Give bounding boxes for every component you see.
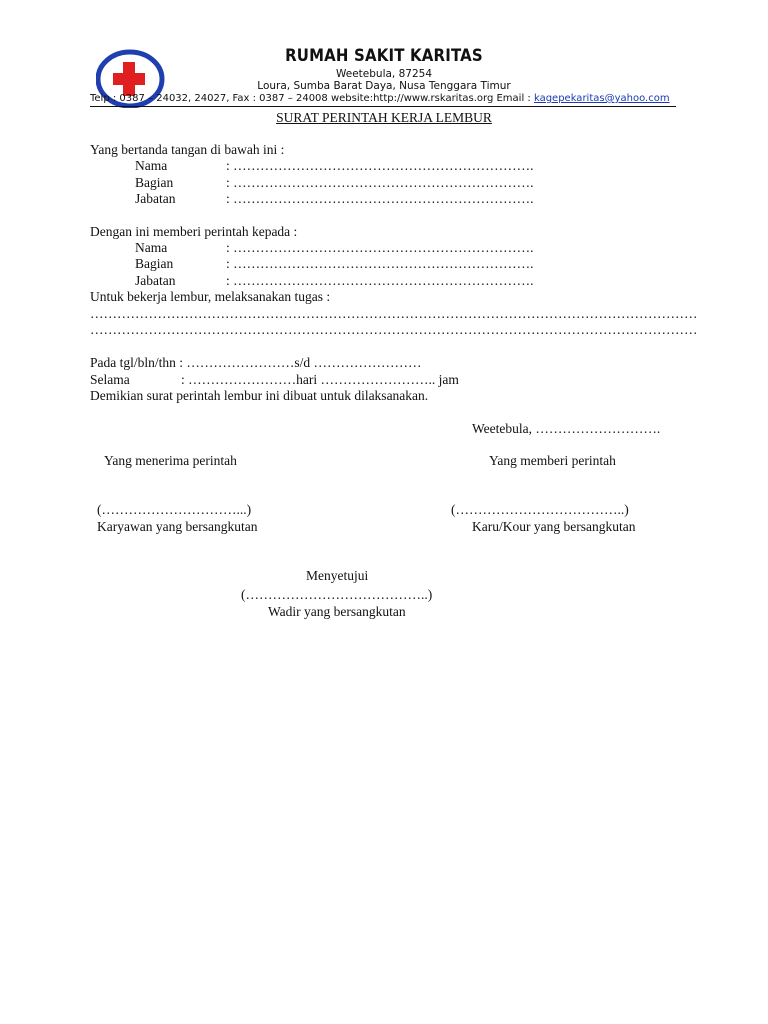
right-signer-name: Karu/Kour yang bersangkutan [472,519,636,534]
task-line-2: ……………………………………………………………………………………………………………………… [90,322,698,337]
approval-signature-blank: (…………………………………..) [241,587,433,602]
s2-jabatan-label: Jabatan [135,273,176,288]
right-signer-role: Yang memberi perintah [489,453,616,468]
duration-field: : ……………………hari …………………….. jam [181,372,459,387]
s1-nama-label: Nama [135,158,168,173]
s2-nama-label: Nama [135,240,168,255]
section1-intro: Yang bertanda tangan di bawah ini : [90,142,285,157]
hospital-city: Weetebula, 87254 [335,68,432,80]
s2-jabatan-field: : …………………………………………………………. [226,273,534,288]
s1-jabatan-label: Jabatan [135,191,176,206]
approval-signer-name: Wadir yang bersangkutan [268,604,406,619]
header-rule [90,106,676,107]
left-signature-blank: (…………………………...) [97,502,252,517]
s1-nama-field: : …………………………………………………………. [226,158,534,173]
email-link[interactable]: kagepekaritas@yahoo.com [533,93,670,104]
section2-intro: Dengan ini memberi perintah kepada : [90,224,298,239]
left-signer-role: Yang menerima perintah [104,453,237,468]
hospital-contact [90,93,670,104]
s1-bagian-label: Bagian [135,175,174,190]
task-line-1: ……………………………………………………………………………………………………………………… [90,306,698,321]
left-signer-name: Karyawan yang bersangkutan [97,519,258,534]
task-intro: Untuk bekerja lembur, melaksanakan tugas : [90,289,331,304]
duration-label: Selama [90,372,130,387]
s2-bagian-label: Bagian [135,256,174,271]
hospital-address: Loura, Sumba Barat Daya, Nusa Tenggara Timur [257,80,511,92]
s1-bagian-field: : …………………………………………………………. [226,175,534,190]
s2-nama-field: : …………………………………………………………. [226,240,534,255]
s1-jabatan-field: : …………………………………………………………. [226,191,534,206]
hospital-name: RUMAH SAKIT KARITAS [285,46,483,66]
contact-text: Telp : 0387 – 24032, 24027, Fax : 0387 – 24008 website:http://www.rskaritas.org Email : [90,93,534,104]
place-date: Weetebula, ………………………. [472,421,661,436]
document-title: SURAT PERINTAH KERJA LEMBUR [276,110,492,125]
right-signature-blank: (………………………………..) [451,502,629,517]
date-range-line: Pada tgl/bln/thn : ……………………s/d …………………… [90,355,422,370]
s2-bagian-field: : …………………………………………………………. [226,256,534,271]
closing-statement: Demikian surat perintah lembur ini dibuat untuk dilaksanakan. [90,388,429,403]
approval-label: Menyetujui [306,568,369,583]
